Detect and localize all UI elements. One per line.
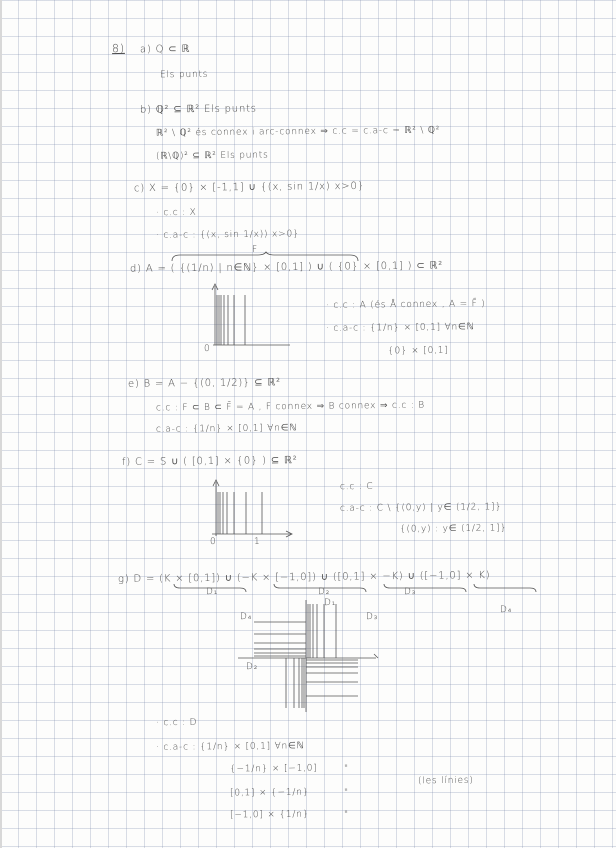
part-e-cc: c.c : F ⊂ B ⊂ F̄ = A , F connex ⇒ B connex ⇒ c.c : B: [155, 400, 425, 414]
part-b: b) ℚ² ⊆ ℝ² Els punts: [139, 103, 257, 116]
part-g-note: (les línies): [417, 775, 474, 787]
part-f-cac: c.a-c : C \ {(0,y) | y∈ (1/2, 1]}: [339, 502, 502, 514]
part-d-cac2: {0} × [0,1]: [387, 345, 449, 357]
part-c-cac: · c.a-c : {(x, sin 1/x)) x>0}: [155, 229, 300, 241]
part-f-cc: c.c : C: [339, 481, 374, 493]
part-f-cac2: {(0,y) : y∈ (1/2, 1]}: [399, 523, 507, 535]
part-g-cac2: {−1/n} × [−1,0]: [229, 763, 318, 775]
part-g-d2-label: D₂: [317, 586, 331, 598]
part-g-cc: · c.c : D: [155, 717, 198, 729]
part-g-d1-label: D₁: [205, 586, 219, 598]
part-e: e) B = A − {(0, 1/2)} ⊆ ℝ²: [127, 377, 281, 390]
page-edge: [0, 0, 2, 848]
part-g: g) D = (K × [0,1]) ∪ (−K × [−1,0]) ∪ ([0,1] × −K) ∪ ([−1,0] × K): [117, 570, 491, 585]
part-d-cc: · c.c : A (és Å connex , A = F̄ ): [325, 299, 486, 311]
exercise-number: 8): [111, 41, 125, 56]
sketch-d2-label: D₂: [245, 661, 259, 673]
part-g-cac: · c.a-c : {1/n} × [0,1] ∀n∈ℕ: [155, 741, 305, 753]
part-g-d4-label: D₄: [499, 604, 513, 616]
sketch-d4-label: D₄: [239, 611, 253, 623]
part-g-sketch: [236, 596, 386, 716]
part-g-cac3: [0,1] × {−1/n}: [229, 787, 310, 799]
part-f: f) C = S ∪ ( [0,1] × {0} ) ⊆ ℝ²: [121, 455, 298, 468]
ditto-3: ": [343, 809, 350, 821]
part-g-cac4: [−1,0] × {1/n}: [229, 809, 310, 821]
ditto-2: ": [343, 787, 350, 799]
part-b-line3: (ℝ\ℚ)² ⊆ ℝ² Els punts: [155, 150, 269, 162]
part-f-axis-1: 1: [253, 536, 261, 548]
part-c: c) X = {0} × [-1,1] ∪ {(x, sin 1/x) x>0}: [133, 180, 365, 195]
part-c-cc: · c.c : X: [155, 207, 197, 219]
ditto-1: ": [343, 763, 350, 775]
part-d: d) A = ( {(1/n) | n∈ℕ} × [0,1] ) ∪ ( {0} × [0,1] ) ⊂ ℝ²: [129, 260, 444, 275]
part-a: a) Q ⊂ ℝ: [139, 43, 191, 56]
part-b-line2: ℝ² \ ℚ² és connex i arc-connex ⇒ c.c = c.a-c = ℝ² \ ℚ²: [155, 125, 441, 139]
part-f-axis-0: 0: [209, 536, 217, 548]
part-d-cac: · c.a-c : {1/n} × [0,1] ∀n∈ℕ: [325, 322, 475, 334]
part-d-overbrace-label: F: [251, 244, 259, 256]
part-d-axis-0: 0: [203, 343, 211, 355]
part-g-d3-label: D₃: [403, 586, 417, 598]
sketch-d3-label: D₃: [365, 611, 379, 623]
part-e-cac: c.a-c : {1/n} × [0,1] ∀n∈ℕ: [155, 423, 298, 435]
part-a-answer: Els punts: [159, 69, 209, 81]
sketch-d1-label: D₁: [323, 597, 337, 609]
